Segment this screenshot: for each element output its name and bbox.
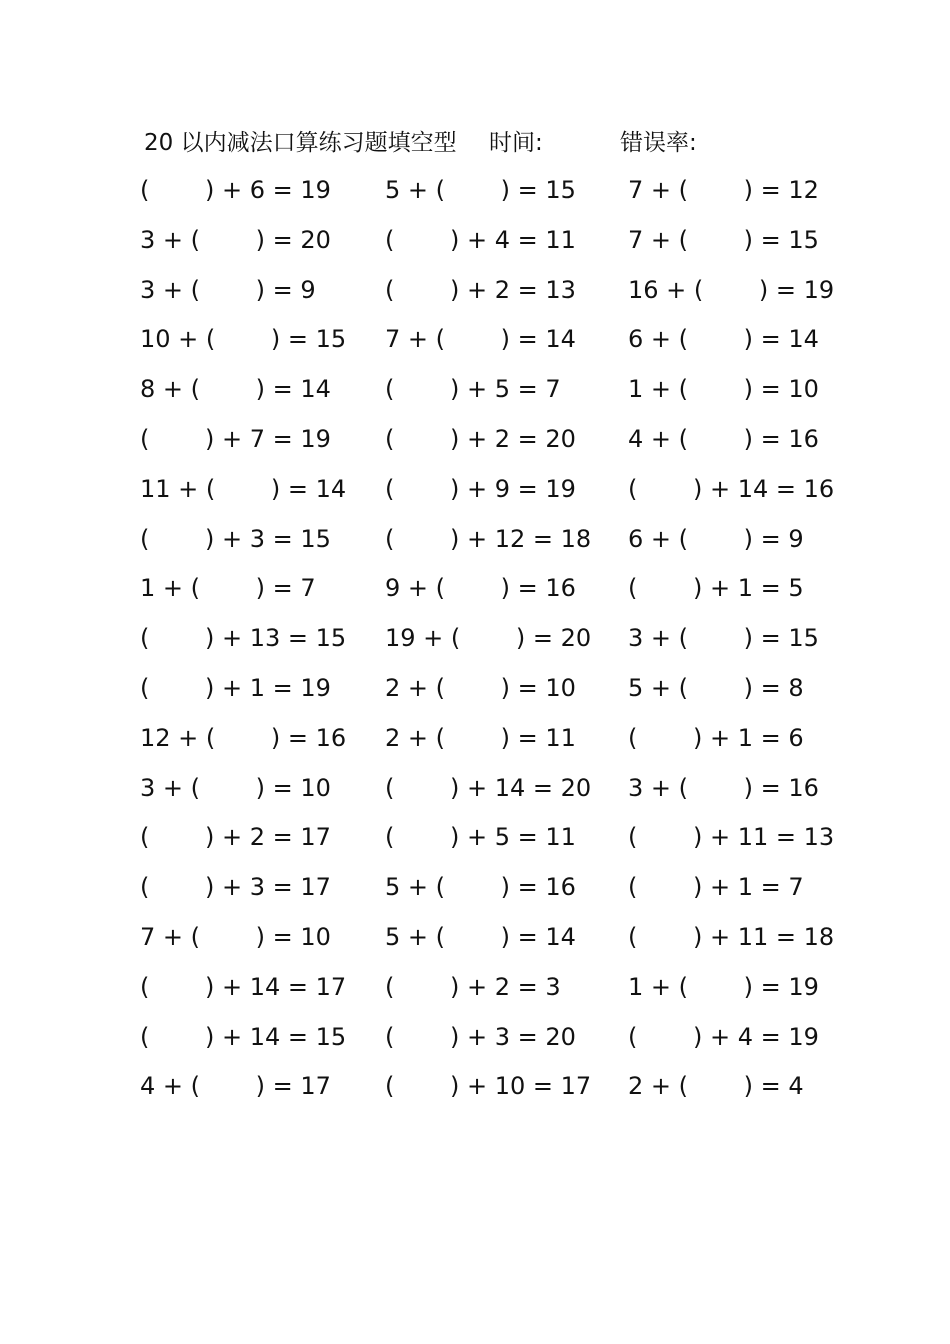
problem-item: ( ) + 3 = 17 <box>140 873 331 902</box>
worksheet-title: 20 以内减法口算练习题填空型 <box>144 130 457 156</box>
problem-row <box>0 315 950 365</box>
problem-row <box>0 813 950 863</box>
problem-item: ( ) + 2 = 17 <box>140 823 331 852</box>
problem-row <box>0 1062 950 1112</box>
problem-row <box>0 365 950 415</box>
problem-item: 3 + ( ) = 16 <box>628 773 819 802</box>
problem-item: 7 + ( ) = 10 <box>140 922 331 951</box>
problem-item: 12 + ( ) = 16 <box>140 723 347 752</box>
problem-row <box>0 266 950 316</box>
problem-item: 6 + ( ) = 14 <box>628 325 819 354</box>
problem-item: 5 + ( ) = 16 <box>385 873 576 902</box>
problem-item: 10 + ( ) = 15 <box>140 325 347 354</box>
problem-item: ( ) + 1 = 6 <box>628 723 804 752</box>
problem-item: 2 + ( ) = 10 <box>385 673 576 702</box>
problem-item: ( ) + 2 = 20 <box>385 424 576 453</box>
problem-item: ( ) + 5 = 11 <box>385 823 576 852</box>
problem-row <box>0 764 950 814</box>
problem-item: 3 + ( ) = 15 <box>628 624 819 653</box>
problem-item: ( ) + 3 = 15 <box>140 524 331 553</box>
problem-item: ( ) + 1 = 5 <box>628 574 804 603</box>
problem-row <box>0 614 950 664</box>
problem-item: 1 + ( ) = 19 <box>628 972 819 1001</box>
problem-grid <box>0 166 950 1112</box>
problem-item: 8 + ( ) = 14 <box>140 375 331 404</box>
problem-item: 1 + ( ) = 10 <box>628 375 819 404</box>
problem-row <box>0 216 950 266</box>
problem-item: ( ) + 14 = 15 <box>140 1022 347 1051</box>
problem-row <box>0 664 950 714</box>
problem-item: ( ) + 2 = 13 <box>385 275 576 304</box>
problem-item: ( ) + 1 = 7 <box>628 873 804 902</box>
problem-item: ( ) + 6 = 19 <box>140 176 331 204</box>
problem-row <box>0 714 950 764</box>
problem-item: 3 + ( ) = 10 <box>140 773 331 802</box>
problem-item: 16 + ( ) = 19 <box>628 275 835 304</box>
problem-item: ( ) + 9 = 19 <box>385 474 576 503</box>
problem-item: 7 + ( ) = 12 <box>628 176 819 204</box>
problem-item: ( ) + 1 = 19 <box>140 673 331 702</box>
problem-item: 4 + ( ) = 16 <box>628 424 819 453</box>
problem-item: 6 + ( ) = 9 <box>628 524 804 553</box>
problem-row <box>0 465 950 515</box>
problem-row <box>0 415 950 465</box>
problem-item: ( ) + 3 = 20 <box>385 1022 576 1051</box>
problem-item: ( ) + 11 = 13 <box>628 823 835 852</box>
problem-item: 9 + ( ) = 16 <box>385 574 576 603</box>
problem-item: ( ) + 7 = 19 <box>140 424 331 453</box>
problem-item: 7 + ( ) = 15 <box>628 225 819 254</box>
problem-item: ( ) + 10 = 17 <box>385 1072 592 1101</box>
time-label: 时间: <box>489 130 543 156</box>
problem-item: ( ) + 14 = 20 <box>385 773 592 802</box>
problem-item: 3 + ( ) = 9 <box>140 275 316 304</box>
problem-row <box>0 166 950 216</box>
problem-row <box>0 564 950 614</box>
problem-item: ( ) + 11 = 18 <box>628 922 835 951</box>
problem-item: 4 + ( ) = 17 <box>140 1072 331 1101</box>
problem-item: 7 + ( ) = 14 <box>385 325 576 354</box>
problem-item: 5 + ( ) = 8 <box>628 673 804 702</box>
problem-item: 5 + ( ) = 15 <box>385 176 576 204</box>
problem-item: ( ) + 5 = 7 <box>385 375 561 404</box>
problem-item: 2 + ( ) = 4 <box>628 1072 804 1101</box>
problem-item: ( ) + 14 = 16 <box>628 474 835 503</box>
problem-item: ( ) + 2 = 3 <box>385 972 561 1001</box>
problem-item: 11 + ( ) = 14 <box>140 474 347 503</box>
problem-item: 2 + ( ) = 11 <box>385 723 576 752</box>
problem-row <box>0 1013 950 1063</box>
problem-row <box>0 863 950 913</box>
problem-item: ( ) + 4 = 11 <box>385 225 576 254</box>
problem-row <box>0 913 950 963</box>
problem-item: ( ) + 12 = 18 <box>385 524 592 553</box>
problem-item: 19 + ( ) = 20 <box>385 624 592 653</box>
problem-row <box>0 515 950 565</box>
problem-row <box>0 963 950 1013</box>
problem-item: 1 + ( ) = 7 <box>140 574 316 603</box>
problem-item: 5 + ( ) = 14 <box>385 922 576 951</box>
problem-item: ( ) + 4 = 19 <box>628 1022 819 1051</box>
error-rate-label: 错误率: <box>620 130 697 156</box>
problem-item: ( ) + 14 = 17 <box>140 972 347 1001</box>
problem-item: ( ) + 13 = 15 <box>140 624 347 653</box>
problem-item: 3 + ( ) = 20 <box>140 225 331 254</box>
